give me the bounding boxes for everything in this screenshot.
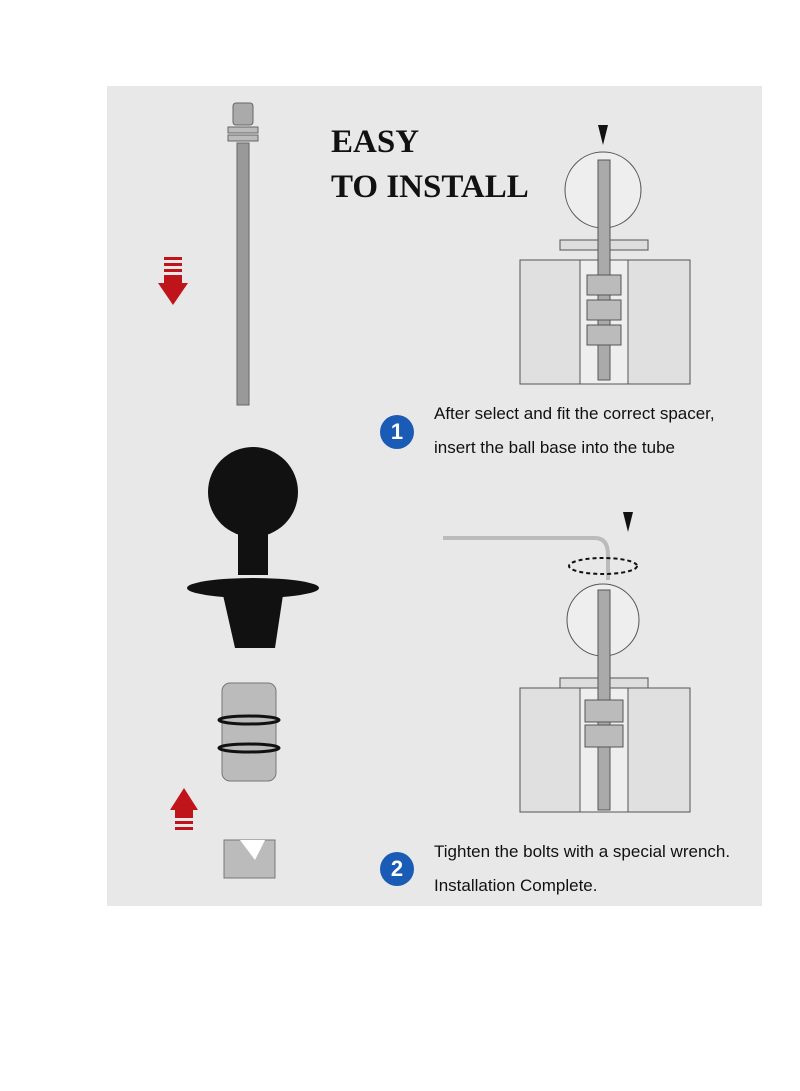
ball-base-illustration [187, 447, 319, 648]
step2-diagram [443, 512, 690, 812]
step-2-text [434, 835, 730, 903]
step-2-line-2: Installation Complete. [434, 876, 598, 895]
step-1-badge: 1 [380, 415, 414, 449]
title-line-1: EASY [331, 124, 420, 160]
step-2-badge: 2 [380, 852, 414, 886]
page-title [331, 120, 529, 210]
spacer-illustration [219, 683, 279, 781]
step-2-line-1: Tighten the bolts with a special wrench. [434, 842, 731, 861]
step-1-text [434, 397, 715, 465]
title-line-2: TO INSTALL [331, 169, 529, 205]
bolt-illustration [228, 103, 258, 405]
down-arrow-icon [158, 257, 188, 305]
step-1-line-1: After select and fit the correct spacer, [434, 404, 715, 423]
step1-diagram [520, 125, 690, 384]
nut-illustration [224, 840, 275, 878]
up-arrow-icon [170, 788, 198, 830]
step-1-line-2: insert the ball base into the tube [434, 438, 675, 457]
